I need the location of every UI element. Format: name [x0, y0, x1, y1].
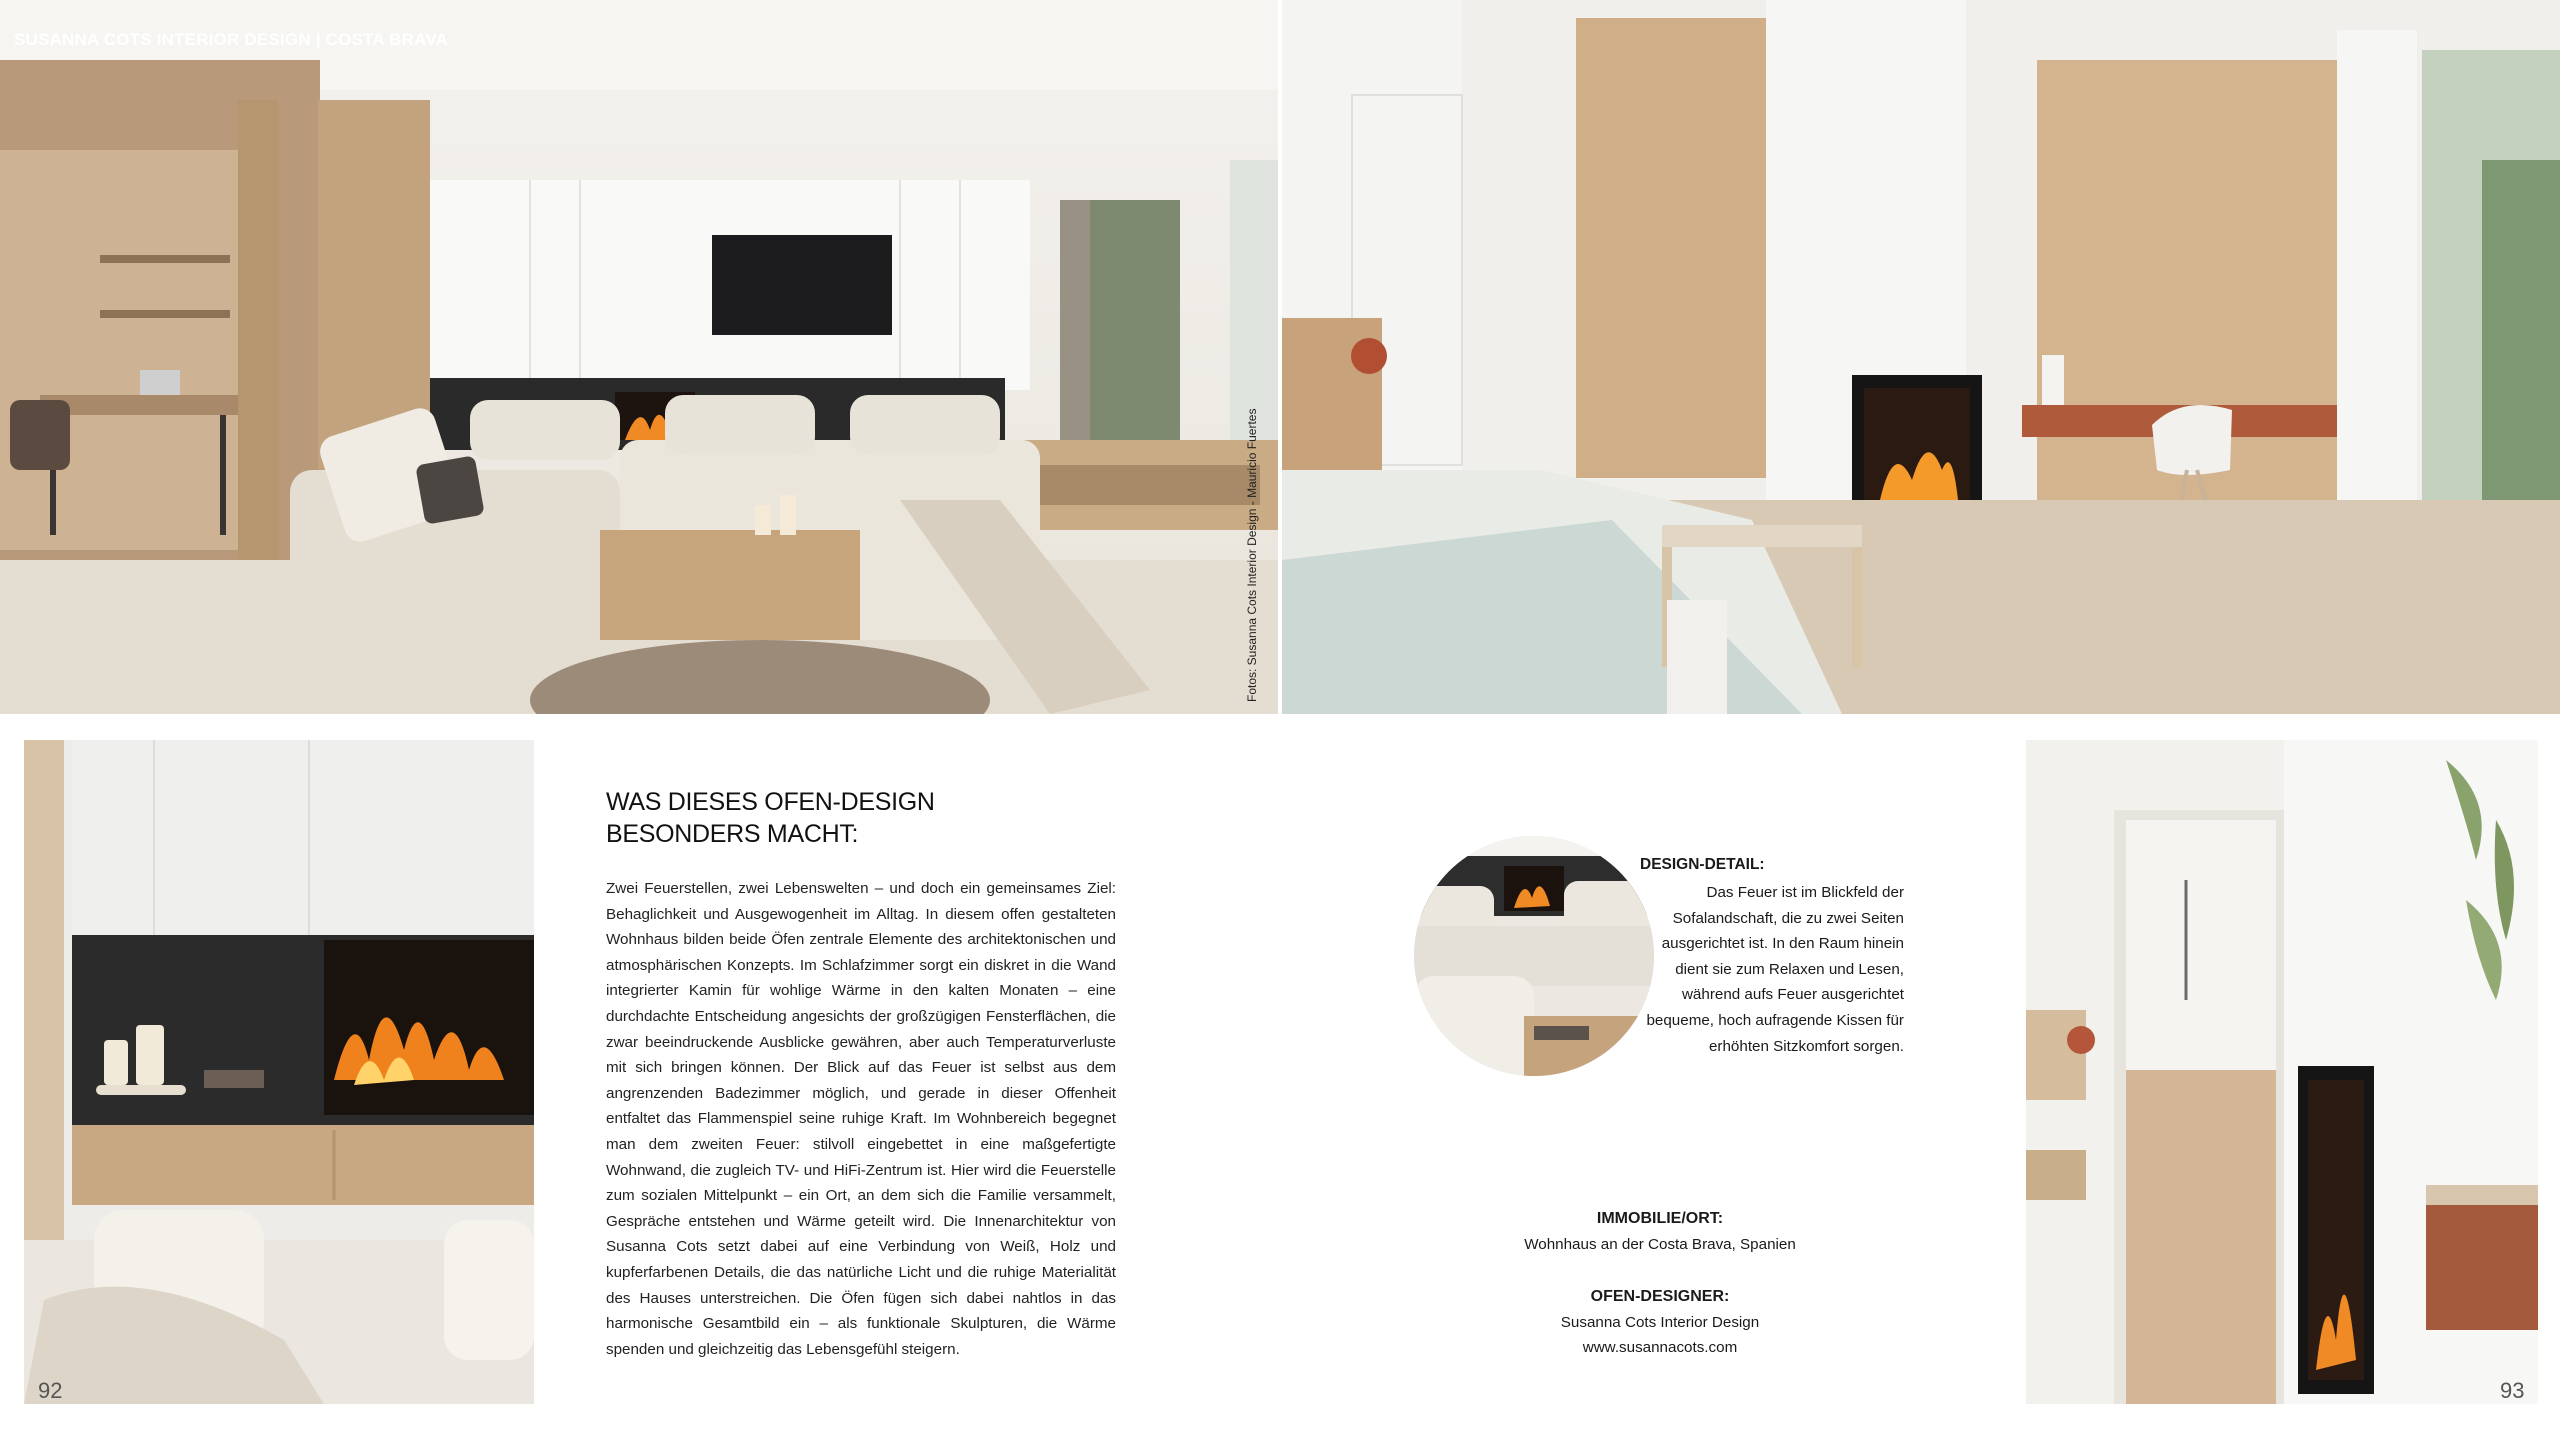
- bedroom-photo: [1282, 0, 2560, 714]
- bathroom-view-illustration: [2026, 740, 2538, 1404]
- immobilie-info: [1440, 1206, 1880, 1257]
- designer-url[interactable]: www.susannacots.com: [1582, 1339, 1738, 1357]
- fireplace-detail-photo: [24, 740, 534, 1404]
- design-detail-heading: DESIGN-DETAIL:: [1640, 856, 1765, 873]
- article-headline: [606, 786, 1026, 850]
- living-room-illustration: [0, 0, 1278, 714]
- living-room-photo: [0, 0, 1278, 714]
- design-detail-illustration: [1414, 836, 1654, 1076]
- bathroom-view-photo: [2026, 740, 2538, 1404]
- page-number-right: 93: [2500, 1378, 2525, 1403]
- design-detail-image: [1414, 836, 1654, 1076]
- article-body: Zwei Feuerstellen, zwei Lebenswelten – und doch ein gemeinsames Ziel: Behaglichkeit und Ausgewogenheit im Alltag. In diesem offen gestalteten Wohnhaus bilden beide Öfen zentrale Elemente des architektonischen und atmosphärischen Konzepts. Im Schlafzimmer sorgt ein diskret in die Wand integrierter Kamin für wohlige Wärme in den kalten Monaten – eine durchdachte Entscheidung angesichts der großzügigen Fensterflächen, die zwar beeindruckende Ausblicke gewähren, aber auch Temperaturverluste mit sich bringen können. Der Blick auf das Feuer ist selbst aus dem angrenzenden Badezimmer möglich, und gerade in dieser Offenheit entfaltet das Flammenspiel seine ruhige Kraft. Im Wohnbereich begegnet man dem zweiten Feuer: stilvoll eingebettet in eine maßgefertigte Wohnwand, die zugleich TV- und HiFi-Zentrum ist. Hier wird die Feuerstelle zum sozialen Mittelpunkt – ein Ort, an dem sich die Familie versammelt, Gespräche entstehen und Wärme geteilt wird. Die Innenarchitektur von Susanna Cots setzt dabei auf eine Verbindung von Weiß, Holz und kupferfarbenen Details, die das natürliche Licht und die ruhige Materialität des Hauses unterstreichen. Die Öfen fügen sich dabei nahtlos in das harmonische Gesamtbild ein – als funktionale Skulpturen, die Wärme spenden und gleichzeitig das Lebensgefühl steigern.: [606, 880, 1116, 1358]
- headline-line-1: WAS DIESES OFEN-DESIGN: [606, 788, 935, 816]
- design-detail-text: Das Feuer ist im Blickfeld der Sofalandschaft, die zu zwei Seiten ausgerichtet ist. In den Raum hinein dient sie zum Relaxen und Lesen, während aufs Feuer ausgerichtet bequeme, hoch aufragende Kissen für erhöhten Sitzkomfort sorgen.: [1646, 884, 1904, 1055]
- immobilie-label: IMMOBILIE/ORT:: [1596, 1210, 1724, 1227]
- designer-info: [1440, 1284, 1880, 1361]
- designer-name: Susanna Cots Interior Design: [1560, 1313, 1760, 1331]
- immobilie-value: Wohnhaus an der Costa Brava, Spanien: [1524, 1235, 1796, 1253]
- header-credit: SUSANNA COTS INTERIOR DESIGN | COSTA BRAVA: [14, 30, 449, 49]
- photo-credit: Fotos: Susanna Cots Interior Design - Mauricio Fuertes: [1245, 408, 1259, 702]
- bedroom-illustration: [1282, 0, 2560, 714]
- fireplace-detail-illustration: [24, 740, 534, 1404]
- headline-line-2: BESONDERS MACHT:: [606, 820, 859, 848]
- page-number-left: 92: [38, 1378, 63, 1403]
- designer-label: OFEN-DESIGNER:: [1590, 1288, 1730, 1305]
